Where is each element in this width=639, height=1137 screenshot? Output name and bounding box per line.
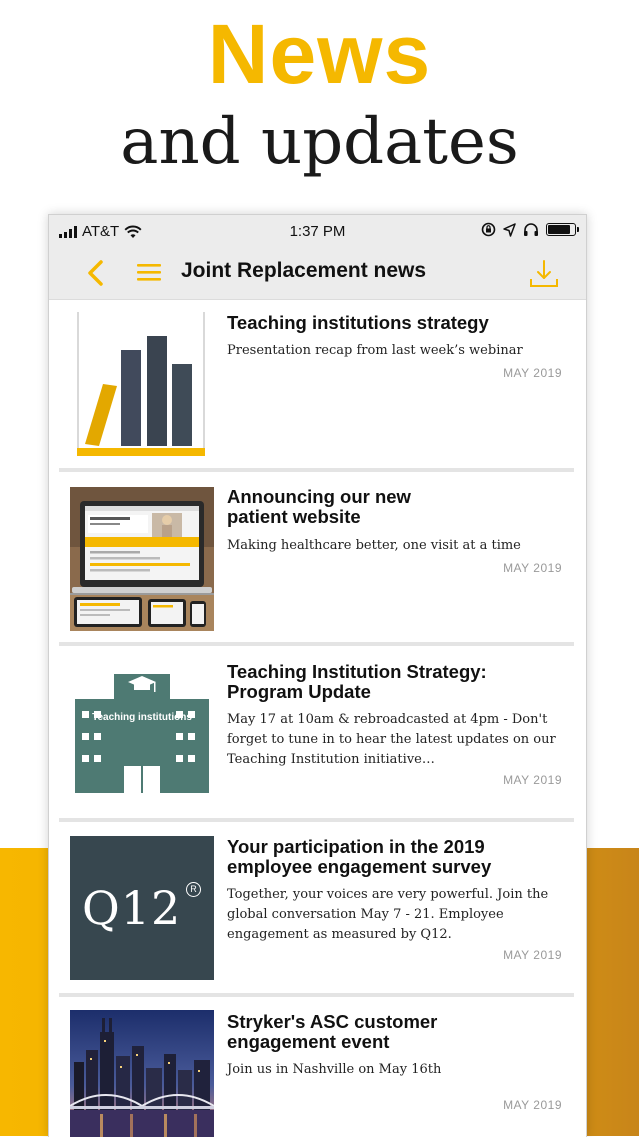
status-bar xyxy=(49,215,586,247)
article-date: MAY 2019 xyxy=(503,561,562,575)
article-date: MAY 2019 xyxy=(503,366,562,380)
battery-icon xyxy=(546,223,576,236)
article-date: MAY 2019 xyxy=(503,773,562,787)
article-description: May 17 at 10am & rebroadcasted at 4pm - Don't forget to tune in to hear the latest updates on our Teaching Institution initiative… xyxy=(227,712,556,767)
article-title: Teaching Institution Strategy: Program Update xyxy=(227,661,487,702)
building-thumbnail xyxy=(70,654,214,798)
article-date: MAY 2019 xyxy=(503,948,562,962)
article-description: Presentation recap from last week’s webinar xyxy=(227,343,523,358)
headphones-icon xyxy=(523,223,539,237)
news-card[interactable] xyxy=(59,822,574,993)
hero-subtitle: and updates xyxy=(120,105,519,179)
article-description: Making healthcare better, one visit at a time xyxy=(227,538,521,553)
menu-icon[interactable] xyxy=(137,262,161,282)
news-card[interactable] xyxy=(59,300,574,468)
article-title: Your participation in the 2019 employee engagement survey xyxy=(227,836,492,877)
bar-chart-thumbnail xyxy=(77,312,205,456)
news-card[interactable] xyxy=(59,997,574,1137)
nav-title: Joint Replacement news xyxy=(181,259,427,282)
nav-bar xyxy=(49,247,586,300)
nashville-skyline-thumbnail xyxy=(70,1010,214,1137)
article-title: Teaching institutions strategy xyxy=(227,312,489,333)
phone-screen xyxy=(48,214,587,1137)
building-label: Teaching institutions xyxy=(92,712,192,723)
article-description: Together, your voices are very powerful. Join the global conversation May 7 - 21. Employee engagement as measured by Q12. xyxy=(227,887,549,942)
article-date: MAY 2019 xyxy=(503,1098,562,1112)
article-description: Join us in Nashville on May 16th xyxy=(227,1062,442,1077)
location-icon xyxy=(503,223,516,237)
status-right xyxy=(481,222,576,237)
rotation-lock-icon xyxy=(481,222,496,237)
q12-label: Q12 xyxy=(82,881,182,935)
back-chevron-icon[interactable] xyxy=(85,259,107,287)
status-time: 1:37 PM xyxy=(289,223,346,240)
article-title: Announcing our new patient website xyxy=(227,486,411,527)
news-card[interactable] xyxy=(59,472,574,642)
article-title: Stryker's ASC customer engagement event xyxy=(227,1011,438,1052)
q12-thumbnail xyxy=(70,836,214,980)
hero-title: News xyxy=(207,7,432,101)
registered-mark: R xyxy=(186,882,201,897)
laptop-website-thumbnail xyxy=(70,487,214,631)
carrier-label: AT&T xyxy=(82,223,120,240)
download-icon[interactable] xyxy=(529,259,559,289)
news-card[interactable] xyxy=(59,646,574,818)
